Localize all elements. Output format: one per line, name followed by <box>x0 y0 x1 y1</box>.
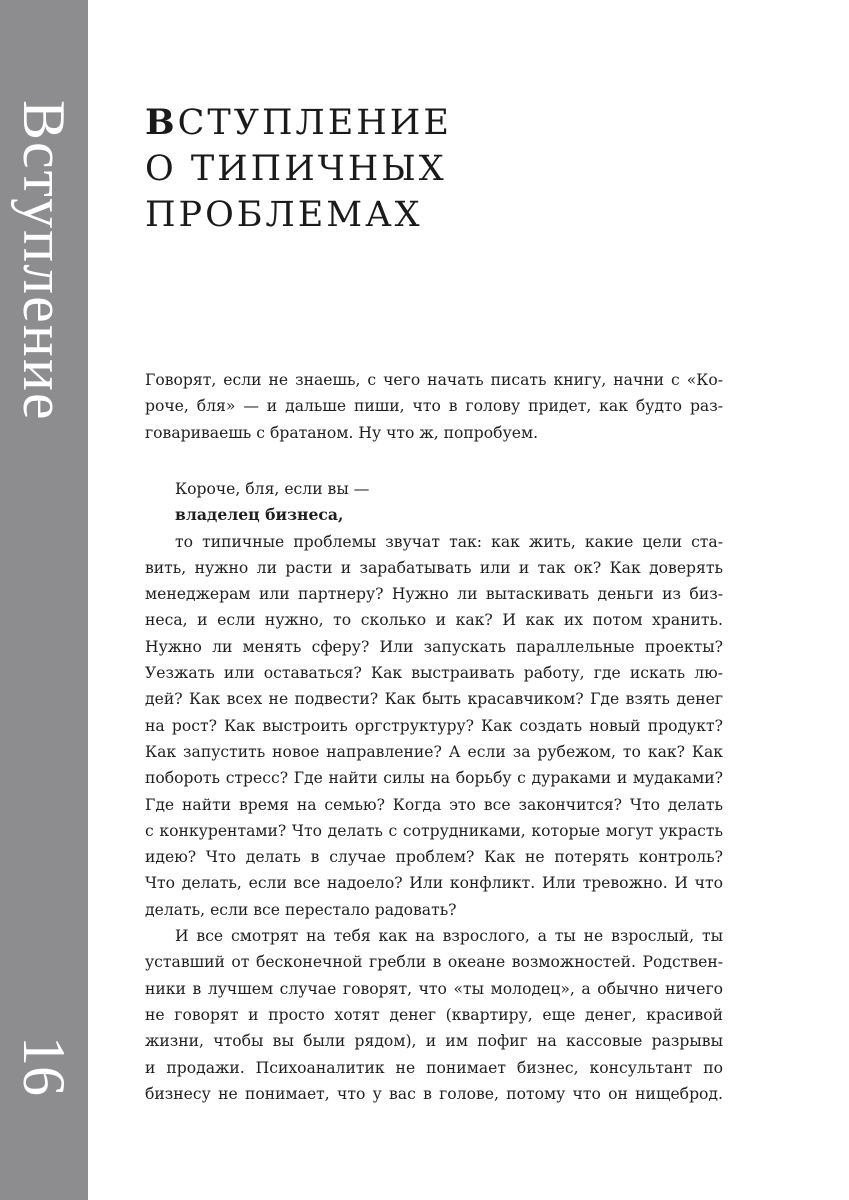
chapter-heading <box>145 100 452 238</box>
text-line: Нужно ли менять сферу? Или запускать параллельные проекты? <box>145 637 723 656</box>
text-line: то типичные проблемы звучат так: как жить, какие цели ста- <box>175 532 723 551</box>
text-line: не говорят и просто хотят денег (квартиру, еще денег, красивой <box>145 1005 723 1024</box>
section-sidebar <box>0 0 88 1200</box>
paragraph-1 <box>145 529 723 923</box>
paragraph-2 <box>145 923 723 1107</box>
text-line: жизни, чтобы вы были рядом), и им пофиг на кассовые разрывы <box>145 1032 723 1051</box>
body-text <box>145 476 723 1107</box>
running-section-title: Вступление <box>11 100 77 422</box>
text-line: менеджерам или партнеру? Нужно ли вытаскивать деньги из биз- <box>145 585 723 604</box>
text-line: И все смотрят на тебя как на взрослого, а ты не взрослый, ты <box>175 927 723 946</box>
text-line: ники в лучшем случае говорят, что «ты молодец», а обычно ничего <box>145 979 723 998</box>
text-line: Уезжать или оставаться? Как выстраивать работу, где искать лю- <box>145 664 723 683</box>
text-line: роче, бля» — и дальше пиши, что в голову придет, как будто раз- <box>145 397 723 416</box>
text-line: бизнесу не понимает, что у вас в голове, потому что он нищеброд. <box>145 1084 723 1103</box>
heading-drop-letter: В <box>145 102 178 143</box>
heading-line-1: СТУПЛЕНИЕ <box>177 103 452 143</box>
text-line: и продажи. Психоаналитик не понимает бизнес, консультант по <box>145 1058 723 1077</box>
lead-bold-line: владелец бизнеса, <box>175 505 344 525</box>
text-line: идею? Что делать в случае проблем? Как не потерять контроль? <box>145 848 723 867</box>
text-line: вить, нужно ли расти и зарабатывать или и так ок? Как доверять <box>145 558 723 577</box>
text-line: Что делать, если все надоело? Или конфликт. Или тревожно. И что <box>145 874 723 893</box>
text-line: говариваешь с братаном. Ну что ж, попробуем. <box>145 423 539 442</box>
heading-line-2: О ТИПИЧНЫХ <box>145 149 447 189</box>
text-line: с конкурентами? Что делать с сотрудниками, которые могут украсть <box>145 821 723 840</box>
intro-paragraph <box>145 367 723 446</box>
text-line: дей? Как всех не подвести? Как быть красавчиком? Где взять денег <box>145 690 723 709</box>
text-line: на рост? Как выстроить оргструктуру? Как создать новый продукт? <box>145 716 723 735</box>
text-line: уставший от бесконечной гребли в океане возможностей. Родствен- <box>145 953 723 972</box>
text-line: неса, и если нужно, то сколько и как? И как их потом хранить. <box>145 611 723 630</box>
text-line: Где найти время на семью? Когда это все закончится? Что делать <box>145 795 723 814</box>
text-line: Как запустить новое направление? А если за рубежом, то как? Как <box>145 742 723 761</box>
lead-line: Короче, бля, если вы — <box>175 480 370 498</box>
heading-line-3: ПРОБЛЕМАХ <box>145 195 423 235</box>
page-number: 16 <box>11 1036 77 1096</box>
text-line: делать, если все перестало радовать? <box>145 900 457 919</box>
text-line: побороть стресс? Где найти силы на борьбу с дураками и мудаками? <box>145 769 723 788</box>
text-line: Говорят, если не знаешь, с чего начать писать книгу, начни с «Ко- <box>145 371 723 389</box>
